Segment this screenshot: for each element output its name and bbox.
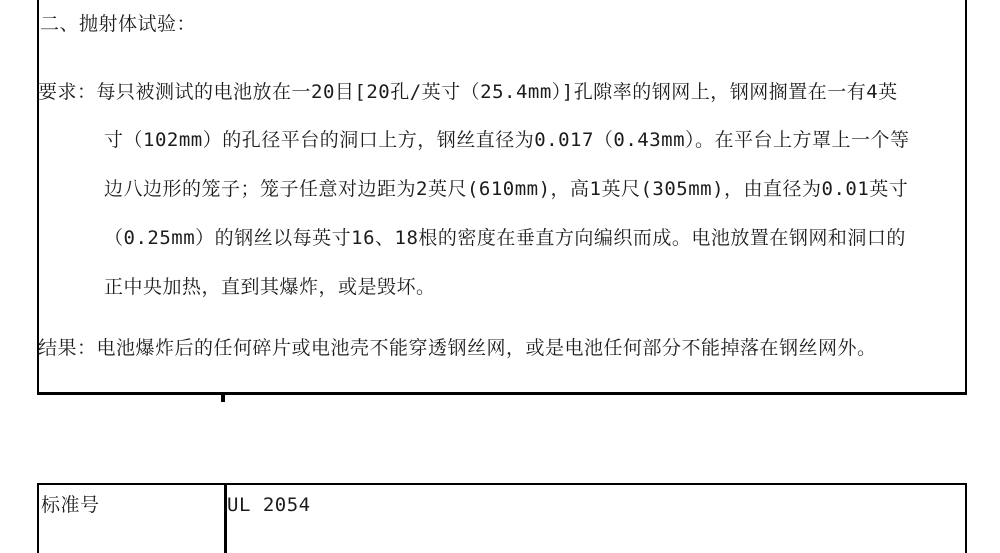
standard-number-label-cell: 标准号 <box>41 494 100 516</box>
requirement-line: 正中央加热，直到其爆炸，或是毁坏。 <box>104 276 436 298</box>
requirement-line: 寸（102mm）的孔径平台的洞口上方，钢丝直径为0.017（0.43mm）。在平台上方罩上一个等 <box>104 129 910 151</box>
requirement-line: （0.25mm）的钢丝以每英寸16、18根的密度在垂直方向编织而成。电池放置在钢网和洞口的 <box>104 227 906 249</box>
result-line: 结果：电池爆炸后的任何碎片或电池壳不能穿透钢丝网，或是电池任何部分不能掉落在钢丝网外。 <box>38 337 877 359</box>
standard-number-value-cell: UL 2054 <box>227 494 311 516</box>
section-title: 二、抛射体试验： <box>40 13 197 35</box>
requirement-line: 边八边形的笼子；笼子任意对边距为2英尺(610mm)，高1英尺(305mm)，由直径为0.01英寸 <box>104 178 909 200</box>
column-divider-stub <box>221 395 225 402</box>
requirement-line: 要求：每只被测试的电池放在一20目[20孔/英寸（25.4mm）]孔隙率的钢网上，钢网搁置在一有4英 <box>38 81 898 103</box>
standards-table <box>37 483 967 553</box>
